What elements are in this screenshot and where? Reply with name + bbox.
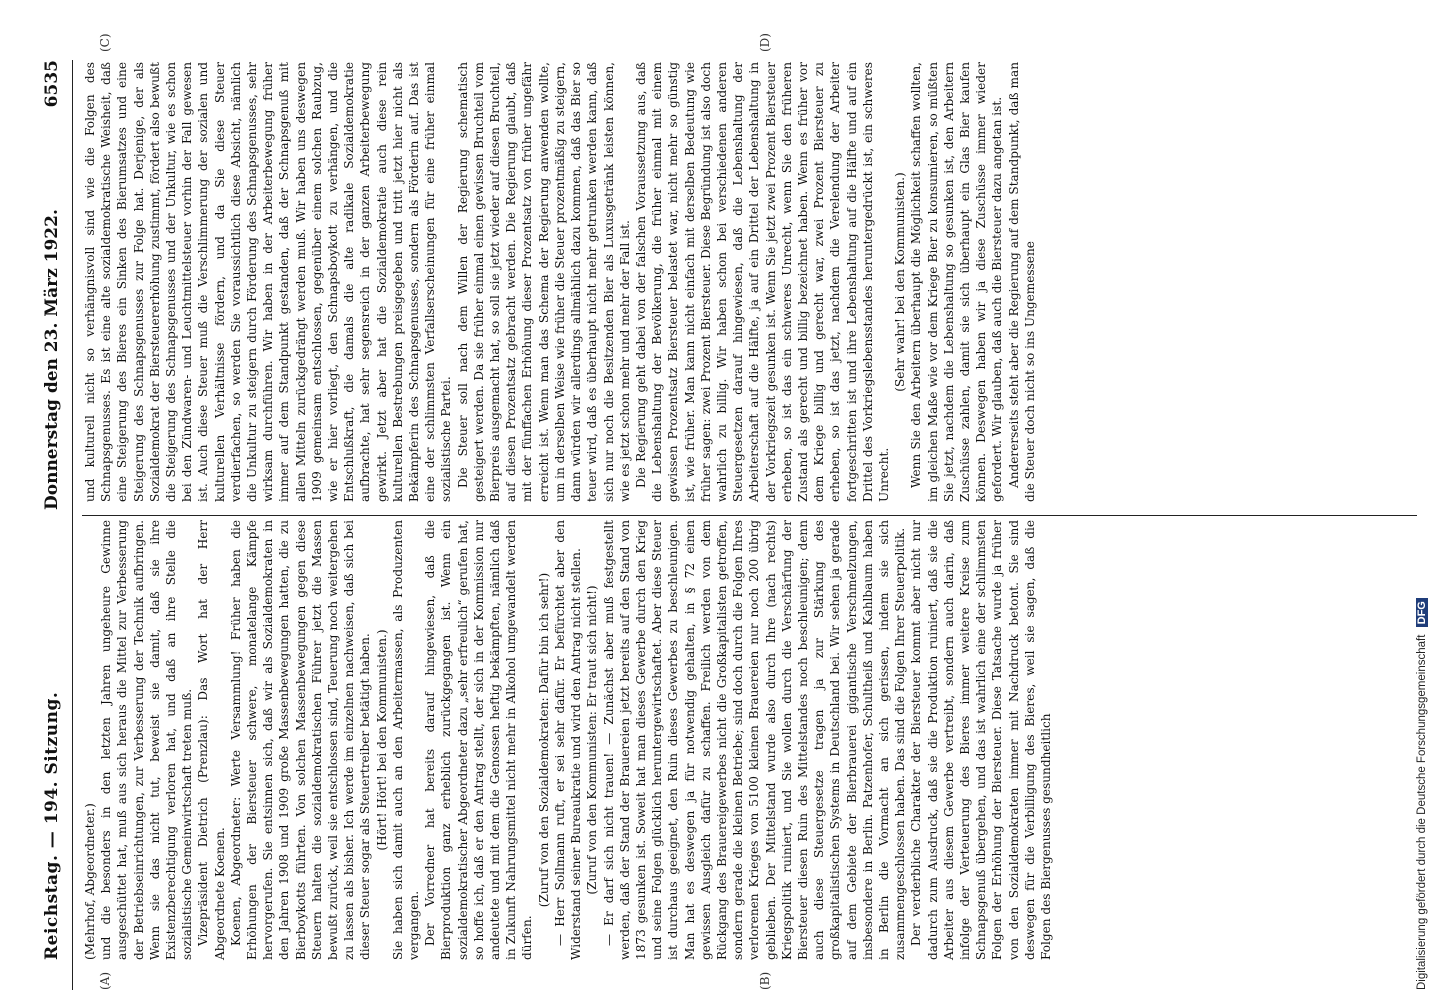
paragraph: — Herr Sollmann ruft, er sei sehr dafür. Er befürchtet aber den Widerstand seiner Bureaukratie und wird den Antrag nicht stellen. (552, 520, 584, 960)
paragraph: — Er darf sich nicht trauen! — Zunächst aber muß festgestellt werden, daß der Stand der Brauereien jetzt bereits auf den Stand von 1873 gesunken ist. Soweit hat man dieses Gewerbe durch den Krieg und seine Folgen glücklich heruntergewirtschaftet. Aber diese Steuer ist durchaus geeignet, den Ruin dieses Gewerbes zu beschleunigen. Man hat es deswegen ja für notwendig gehalten, in § 72 einen gewissen Ausgleich dafür zu schaffen. Freilich werden von dem Rückgang des Brauereigewerbes nicht die Großkapitalisten getroffen, sondern gerade die kleinen Betriebe; sind doch durch die Folgen Ihres verlorenen Krieges von 5100 kleinen Brauereien nur noch 200 übrig geblieben. Der Mittelstand wurde also durch Ihre (nach rechts) Kriegspolitik ruiniert, und Sie wollen durch die Verschärfung der Biersteuer diesen Ruin des Mittelstandes noch beschleunigen; denn auch diese Steuergesetze tragen ja zur Stärkung des großkapitalistischen Systems in Deutschland bei. Wir sehen ja gerade auf dem Gebiete der Bierbrauerei gigantische Verschmelzungen, insbesondere in Berlin. Patzenhofer, Schultheiß und Kahlbaum haben in Berlin die Vormacht an sich gerissen, indem sie sich zusammengeschlossen haben. Das sind die Folgen Ihrer Steuerpolitik. (601, 520, 908, 960)
paragraph: Der Vorredner hat bereits darauf hingewiesen, daß die Bierproduktion ganz erheblich zurückgegangen ist. Wenn ein sozialdemokratischer Abgeordneter dazu „sehr erfreulich“ gerufen hat, so hoffe ich, daß er den Antrag stellt, der sich in der Kommission nur andeutete und mit dem die Genossen heftig bekämpften, nämlich daß in Zukunft Nahrungsmittel nicht mehr in Alkohol umgewandelt werden dürfen. (423, 520, 535, 960)
paragraph: Die Steuer soll nach dem Willen der Regierung schematisch gesteigert werden. Da sie früher einmal einen gewissen Bruchteil vom Bierpreis ausgemacht hat, so soll sie jetzt wieder auf diesen Bruchteil, auf diesen Prozentsatz gebracht werden. Die Regierung glaubt, daß mit der fünffachen Erhöhung dieser Prozentsatz von früher ungefähr erreicht ist. Wenn man das Schema der Regierung anwenden wollte, um in derselben Weise wie früher die Steuer prozentmäßig zu steigern, dann würden wir allerdings allmählich dazu kommen, daß das Bier so teuer wird, daß es überhaupt nicht mehr getrunken werden kann, daß sich nur noch die Besitzenden Bier als Luxusgetränk leisten können, wie es jetzt schon mehr und mehr der Fall ist. (455, 62, 632, 502)
column-left (82, 520, 1054, 960)
column-right (82, 62, 1038, 502)
interjection: (Hört! Hört! bei den Kommunisten.) (374, 629, 389, 851)
dfg-logo: DFG (1416, 598, 1428, 627)
column-divider (82, 515, 1417, 516)
paragraph: Sie haben sich damit auch an den Arbeitermassen, als Produzenten vergangen. (390, 520, 422, 960)
side-credit (1416, 10, 1428, 990)
paragraph: Vizepräsident Dietrich (Prenzlau): Das Wort hat der Herr Abgeordnete Koenen. (196, 520, 227, 960)
speaker-continued: (Mehrhof, Abgeordneter.) (83, 803, 97, 960)
paragraph: Die Regierung geht dabei von der falschen Voraussetzung aus, daß die Lebenshaltung der Bevölkerung, die früher einmal mit einem gewissen Prozentsatz Biersteuer belastet war, nicht mehr so günstig ist, wie früher. Man kann nicht einfach mit derselben Bedeutung wie früher sagen: zwei Prozent Biersteuer. Diese Begründung ist also doch wahrlich zu billig. Wir haben schon bei verschiedenen anderen Steuergesetzen darauf hingewiesen, daß die Lebenshaltung der Arbeiterschaft auf die Hälfte, ja auf ein Drittel der Lebenshaltung in der Vorkriegszeit gesunken ist. Wenn Sie jetzt zwei Prozent Biersteuer erheben, so ist das ein schweres Unrecht, wenn Sie den früheren Zustand als gerecht und billig bezeichnet haben. Wenn es früher vor dem Kriege billig und gerecht war, zwei Prozent Biersteuer zu erheben, so ist das jetzt, nachdem die Verelendung der Arbeiter fortgeschritten ist und ihre Lebenshaltung auf die Hälfte und auf ein Drittel des Vorkriegslebensstandes heruntergedrückt ist, ein schweres Unrecht. (633, 62, 891, 502)
side-credit-text: Digitalisierung gefördert durch die Deutsche Forschungsgemeinschaft (1416, 634, 1428, 990)
page-number: 6535 (42, 60, 62, 108)
paragraph: und kulturell nicht so verhängnisvoll sind wie die Folgen des Schnapsgenusses. Es ist eine alte sozialdemokratische Weisheit, daß eine Steigerung des Bieres ein Sinken des Bierumsatzes und eine Steigerung des Schnapsgenusses zur Folge hat. Derjenige, der als Sozialdemokrat der Biersteuererhöhung zustimmt, fördert also bewußt die Steigerung des Schnapsgenusses und der Unkultur, wie es schon bei den Zündwaren- und Leuchtmittelsteuer vorhin der Fall gewesen ist. Auch diese Steuer muß die Verschlimmerung der sozialen und kulturellen Verhältnisse fördern, und da Sie diese Steuer verdierfachen, so werden Sie voraussichtlich diese Absicht, nämlich die Unkultur zu steigern durch Förderung des Schnapsgenusses, sehr wirksam durchführen. Wir haben in der Arbeiterbewegung früher immer auf dem Standpunkt gestanden, daß der Schnapsgenuß mit allen Mitteln zurückgedrängt werden muß. Wir haben uns deswegen 1909 gemeinsam entschlossen, gegenüber einem solchen Raubzug, wie er hier vorliegt, den Schnapsboykott zu verhängen, und die Entschlußkraft, die damals die alte radikale Sozialdemokratie aufbrachte, hat sehr segensreich in der ganzen Arbeiterbewegung gewirkt. Jetzt aber hat die Sozialdemokratie auch diese rein kulturellen Bestrebungen preisgegeben und tritt jetzt hier nicht als Bekämpferin des Schnapsgenusses, sondern als Förderin auf. Das ist eine der schlimmsten Verfallserscheinungen für eine früher einmal sozialistische Partei. (83, 62, 454, 502)
interjection: (Zuruf von den Kommunisten: Er traut sich nicht!) (585, 585, 600, 895)
margin-marker-b: (B) (758, 971, 772, 990)
paragraph: Der verderbliche Charakter der Biersteuer kommt aber nicht nur dadurch zum Ausdruck, daß sie die Produktion ruiniert, daß sie die Arbeiter aus diesem Gewerbe vertreibt, sondern auch darin, daß infolge der Verteuerung des Bieres immer weitere Kreise zum Schnapsgenuß übergehen, und das ist wahrlich eine der schlimmsten Folgen der Erhöhung der Biersteuer. Diese Tatsache wurde ja früher von den Sozialdemokraten immer mit Nachdruck betont. Sie sind deswegen für die Verbilligung des Bieres, weil sie sagen, daß die Folgen des Biergenusses gesundheitlich (909, 520, 1053, 960)
interjection: (Zuruf von den Sozialdemokraten: Dafür bin ich sehr!) (536, 572, 551, 908)
paragraph: Andererseits steht aber die Regierung auf dem Standpunkt, daß man die Steuer doch nicht so ins Ungemessene (1006, 62, 1037, 502)
paragraph: Wenn Sie den Arbeitern überhaupt die Möglichkeit schaffen wollten, im gleichen Maße wie vor dem Kriege Bier zu konsumieren, so müßten Sie jetzt, nachdem die Lebenshaltung so gesunken ist, den Arbeitern Zuschüsse zahlen, damit sie sich überhaupt ein Glas Bier kaufen können. Deswegen haben wir ja diese Zuschüsse immer wieder gefordert. Wir glauben, daß auch die Biersteuer dazu angetan ist. (909, 62, 1005, 502)
paragraph: Koenen, Abgeordneter: Werte Versammlung! Früher haben die Erhöhungen der Biersteuer schwere, monatelange Kämpfe hervorgerufen. Sie entsinnen sich, daß wir als Sozialdemokraten in den Jahren 1908 und 1909 große Massenbewegungen hatten, die zu Bierboykotts führten. Von solchen Massenbewegungen gegen diese Steuern halten die sozialdemokratischen Führer jetzt die Massen bewußt zurück, weil sie entschlossen sind, Teuerung noch weitergehen zu lassen als bisher. Ich werde im einzelnen nachweisen, daß sich bei dieser Steuer sogar als Steuertreiber betätigt haben. (228, 520, 373, 960)
paragraph: und die besonders in den letzten Jahren ungeheure Gewinne ausgeschüttet hat, muß aus sich heraus die Mittel zur Verbesserung der Betriebseinrichtungen, zur Verbesserung der Technik aufbringen. Wenn sie das nicht tut, beweist sie damit, daß sie ihre Existenzberechtigung verloren hat, und daß an ihre Stelle die sozialistische Gemeinwirtschaft treten muß. (99, 520, 195, 960)
header-rule (72, 60, 73, 990)
header-date: Donnerstag den 23. März 1922. (42, 209, 62, 510)
rotated-page (38, 33, 1423, 990)
margin-marker-d: (D) (758, 33, 772, 52)
interjection: (Sehr wahr! bei den Kommunisten.) (893, 172, 908, 392)
header-session: Reichstag. — 194. Sitzung. (42, 691, 62, 960)
margin-marker-c: (C) (98, 33, 112, 52)
margin-marker-a: (A) (98, 971, 112, 990)
